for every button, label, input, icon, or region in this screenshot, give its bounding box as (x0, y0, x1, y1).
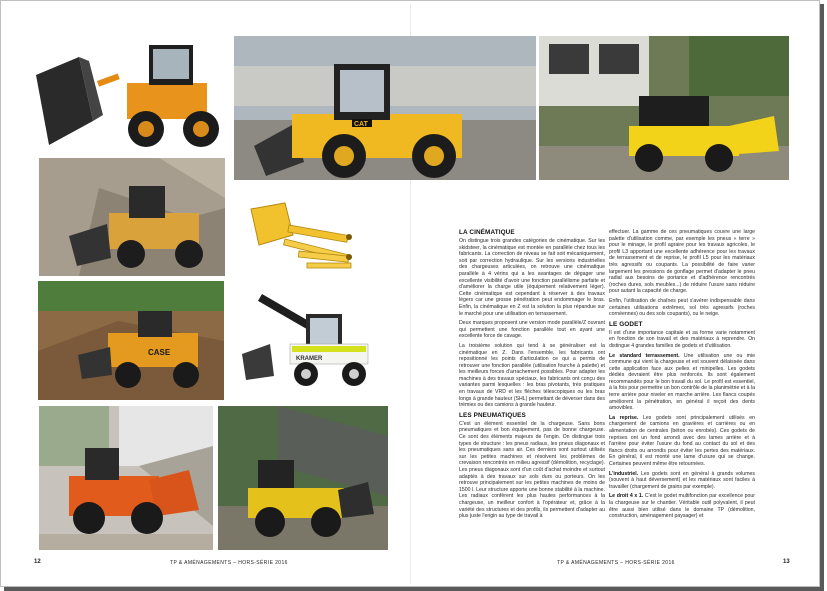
term: L'industriel. (609, 470, 639, 477)
photo-loader-screening-plant (218, 406, 388, 550)
paragraph: Il est d'une importance capitale et sa forme varie notamment en fonction de son travail et des matériaux à reprendre. On distingue 4 grandes familles de godets et d'utilisation. (609, 329, 755, 349)
term: Le droit 4 x 1. (609, 493, 644, 500)
list-item (609, 353, 755, 412)
text-column-2 (609, 229, 755, 523)
term-text: Les godets sont principalement utilisés en chargement de camions en gravières et carrières ou en alimentation de centrales (béton ou enrobés). Ces godets de reprises ont un fond arrondi avec des lames arrière et à l'arrière pour éviter l'usure du fond au contact du sol et des flancs droits ou arrondis pour éviter les pertes des matériaux. En général, il est monté une lame d'usure qui se change. Certaines peuvent même être retournées. (609, 414, 755, 467)
paragraph: Deux marques proposent une version mode parallèle/Z ouvrant qui permettent une fonction parallèle tout en ayant une excellente force de cavage. (459, 320, 605, 340)
photo-kinematics-diagram (245, 199, 373, 281)
term-text: Les godets sont en général à grands volumes (souvent à haut déversement) et les matériaux sont faciles à travailler (chargement de grains par exemple). (609, 470, 755, 490)
term-text: Une utilisation une ou mie commune qui vient la chargeuse et est souvent délaissée dans cette application face aux pelles et minipelles. Les godets dédiés devraient être plus renforcés. Ils sont également recommandés pour le bon travail du sol. Le profil est essentiel, à la fois pour permettre un bon contrôle de la planimétrie et à la terre arrière pour niveler en marche arrière. Les flancs coupés améliorent la pénétration, en général il reçoit des dents amovibles. (609, 352, 755, 412)
paragraph: Enfin, l'utilisation de chaînes peut s'avérer indispensable dans certaines utilisations extrêmes, sol très agressifs (roches cornéennes) ou des sols coupants), ou le neige. (609, 297, 755, 318)
photo-orange-loader (39, 406, 213, 550)
heading-le-godet: LE GODET (609, 320, 643, 328)
photo-loader-quarry (39, 158, 225, 276)
photo-loader-high-tip (31, 35, 227, 153)
footer-left: TP & AMÉNAGEMENTS – HORS-SÉRIE 2016 (170, 560, 288, 566)
list-item (609, 415, 755, 468)
cat-logo: CAT (354, 121, 368, 128)
photo-cat-loader (234, 36, 536, 180)
text-column-1 (459, 229, 605, 523)
term: Le standard terrassement. (609, 352, 680, 359)
paragraph: effectuer. La gamme de ces pneumatiques couvre une large palette d'utilisation comme, par exemple les pneus « terre » pour le minage, le profil agraire pour les travaux agricoles, le profil L3 apportant une excellente adhérence pour les travaux de terrassement et de reprise, le profil L5 pour les matériaux très agressifs ou coupants. La possibilité de faire varier largement les pressions de gonflage permet d'adapter le pneu radial aux besoins de portance et d'adhérence rencontrés (roches dures, sols meubles...) de réduire l'usure sans réduire pour autant la capacité de charge. (609, 229, 755, 295)
paragraph: C'est un élément essentiel de la chargeuse. Sans bons pneumatiques et bon équipement, pas de bonne chargeuse. Ce sont des éléments majeurs de l'engin. On distingue trois types de structure : les pneus radiaux, les pneus diagonaux et les pneumatiques sans air. Ces derniers sont surtout utilisés sur les petites machines et résolvent les problèmes de crevaison rencontrés en milieu agressif (démolition, recyclage). Les pneus diagonaux sont d'un coût d'achat moindre et surtout adaptés à des travaux sur sols durs ou porteurs. On les retrouve principalement sur les petites machines de moins de 1500 l. Leur structure apporte une bonne stabilité à la machine. Les radiaux confèrent les plus hautes performances à la chargeuse, un meilleur confort à l'opérateur et, grâce à la variété des structures et des profils, ils permettent d'adapter au plus juste l'engin au type de travail à (459, 420, 605, 520)
photo-case-loader (38, 281, 224, 400)
term-text: C'est le godet multifonction par excellence pour la chargeuse sur le chantier. Véritable outil polyvalent, il peut être aussi bien utilisé dans le domaine TP (démolition, construction, aménagement paysager) et (609, 493, 755, 520)
page-number-left: 12 (34, 559, 41, 565)
footer-right: TP & AMÉNAGEMENTS – HORS-SÉRIE 2016 (557, 560, 675, 566)
case-logo: CASE (148, 348, 171, 357)
heading-la-cinematique: LA CINÉMATIQUE (459, 229, 515, 236)
paragraph: On distingue trois grandes catégories de cinématique. Sur les skidsteer, la cinématique est montée en parallèle chez tous les fabricants. La correction de niveau se fait soit mécaniquement, soit par correction hydraulique. Sur les versions industrielles des chargeuses articulées, on retrouve une cinématique parallèle à 4 vérins qui a les avantages de dégager une excellente visibilité d'avoir une fonction parallélisme parfaite et d'améliorer la charge utile (équipement relativement léger). Cette cinématique est cependant à réserver à des travaux légers car une grosse pénétration peut endommager le bras. Enfin, la cinématique en Z est la solution la plus répandue sur le marché pour une utilisation en terrassement. (459, 238, 605, 317)
list-item (609, 493, 755, 519)
heading-les-pneumatiques: LES PNEUMATIQUES (459, 411, 526, 419)
paragraph: La troisième solution qui tend à se généraliser est la cinématique en Z. Dans l'ensemble, les fabricants ont repositionné les points d'articulation ce qui a permis de retrouver une fonction parallèle (utilisation fourche à palette) et les meilleurs forces d'arrachement possibles. Pour adapter les machines à des travaux spéciaux, les fabricants ont conçu des variantes parmi lesquelles : les bras pivotants, très pratiques en travaux de VRD et les flèches télescopiques ou les bras longs à grande hauteur (SHL) permettant de déverser dans des trémies ou des camions à grande hauteur. (459, 342, 605, 409)
photo-compact-loader-yard (539, 36, 789, 180)
kramer-logo: KRAMER (296, 356, 323, 362)
list-item (609, 471, 755, 491)
page-number-right: 13 (783, 559, 790, 565)
photo-kramer-loader (240, 284, 374, 388)
term: La reprise. (609, 414, 639, 421)
